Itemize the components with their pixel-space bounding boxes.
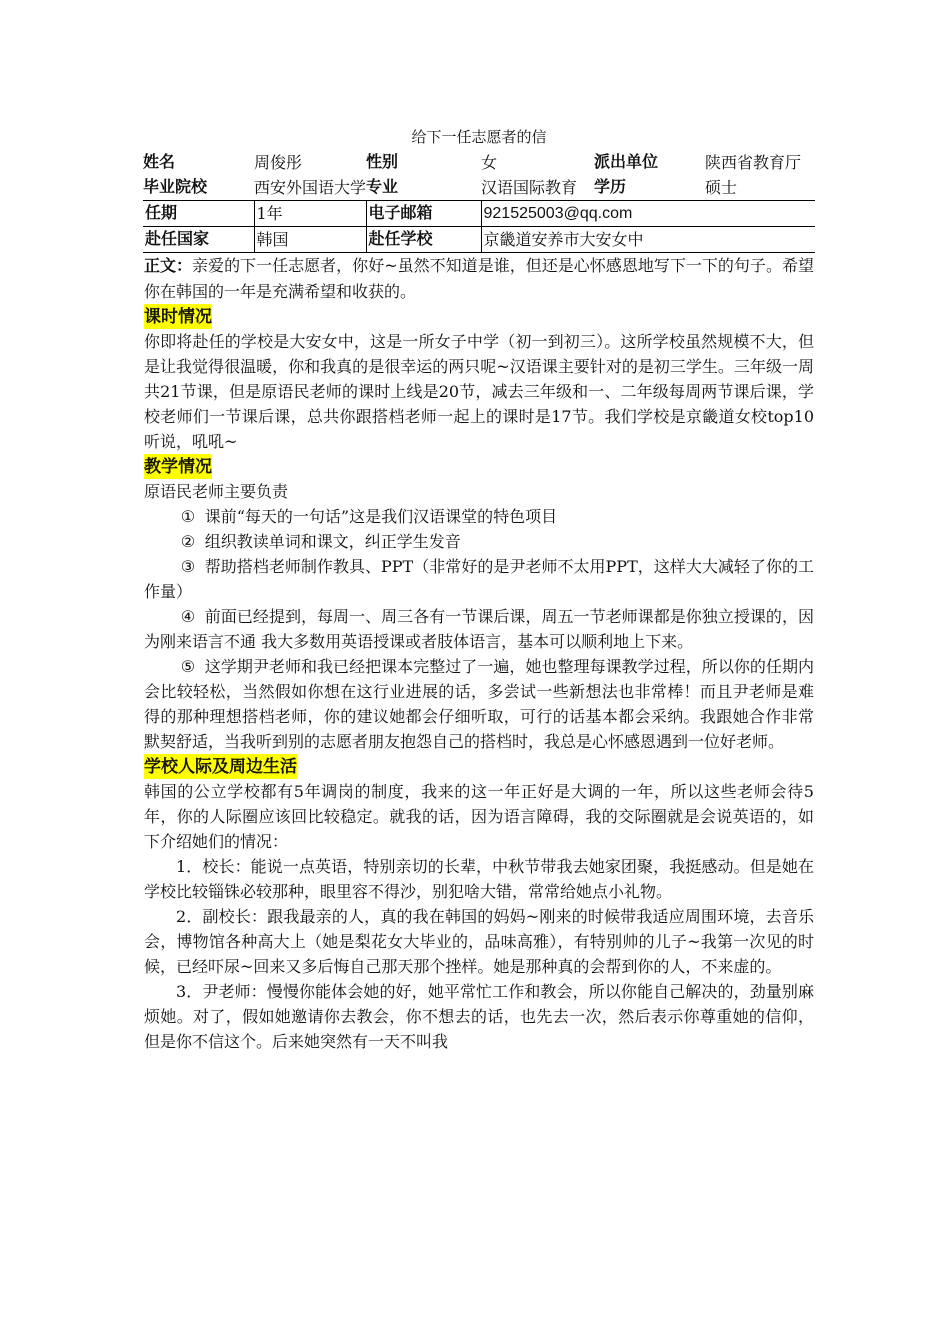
email-label: 电子邮箱 bbox=[366, 201, 481, 227]
intro-label: 正文： bbox=[144, 258, 193, 275]
list-item-number: ④ bbox=[180, 607, 196, 626]
document-title: 给下一任志愿者的信 bbox=[411, 128, 547, 146]
list-item bbox=[144, 654, 814, 754]
unit-label: 派出单位 bbox=[594, 154, 659, 171]
info-row-3 bbox=[143, 201, 815, 227]
list-item: 1．校长：能说一点英语，特别亲切的长辈，中秋节带我去她家团聚，我挺感动。但是她在学校比较锱铢必较那种，眼里容不得沙，别犯啥大错，常常给她点小礼物。 bbox=[144, 857, 814, 901]
name-label: 姓名 bbox=[143, 154, 176, 171]
gender-label: 性别 bbox=[366, 154, 399, 171]
country-label: 赴任国家 bbox=[143, 227, 254, 253]
info-row-1 bbox=[143, 150, 815, 175]
list-item-number: ⑤ bbox=[180, 657, 196, 676]
list-item bbox=[144, 604, 814, 654]
section3-heading: 学校人际及周边生活 bbox=[144, 754, 297, 779]
section1-heading: 课时情况 bbox=[144, 304, 212, 329]
list-item-text: 前面已经提到，每周一、周三各有一节课后课，周五一节老师课都是你独立授课的，因为刚来语言不通 我大多数用英语授课或者肢体语言，基本可以顺利地上下来。 bbox=[144, 607, 814, 651]
list-item bbox=[144, 504, 814, 529]
list-item bbox=[144, 554, 814, 604]
section3-intro: 韩国的公立学校都有5年调岗的制度，我来的这一年正好是大调的一年，所以这些老师会待5年，你的人际圈应该回比较稳定。就我的话，因为语言障碍，我的交际圈就是会说英语的，如下介绍她们的情况： bbox=[144, 782, 814, 851]
unit-value: 陕西省教育厅 bbox=[705, 153, 802, 172]
section2-intro: 原语民老师主要负责 bbox=[144, 482, 289, 501]
email-value: 921525003@qq.com bbox=[481, 201, 815, 227]
list-item: 2．副校长：跟我最亲的人，真的我在韩国的妈妈~刚来的时候带我适应周围环境，去音乐会，博物馆各种高大上（她是梨花女大毕业的，品味高雅），有特别帅的儿子~我第一次见的时候，已经吓尿~回来又多后悔自己那天那个挫样。她是那种真的会帮到你的人，不来虚的。 bbox=[144, 907, 814, 976]
list-item-number: ① bbox=[180, 507, 196, 526]
school-label: 毕业院校 bbox=[143, 179, 208, 196]
dest-value: 京畿道安养市大安女中 bbox=[481, 227, 815, 253]
document-content bbox=[144, 124, 814, 1054]
list-item-text: 组织教读单词和课文，纠正学生发音 bbox=[204, 532, 461, 551]
degree-label: 学历 bbox=[594, 179, 627, 196]
list-item bbox=[144, 529, 814, 554]
info-table bbox=[143, 150, 815, 253]
list-item-text: 帮助搭档老师制作教具、PPT（非常好的是尹老师不太用PPT，这样大大减轻了你的工作量） bbox=[144, 557, 814, 601]
section2-heading: 教学情况 bbox=[144, 454, 212, 479]
term-label: 任期 bbox=[143, 201, 254, 227]
term-value: 1年 bbox=[254, 201, 366, 227]
major-label: 专业 bbox=[366, 179, 399, 196]
list-item-number: ② bbox=[180, 532, 196, 551]
section1-paragraph: 你即将赴任的学校是大安女中，这是一所女子中学（初一到初三）。这所学校虽然规模不大，但是让我觉得很温暖，你和我真的是很幸运的两只呢~汉语课主要针对的是初三学生。三年级一周共21节课，但是原语民老师的课时上线是20节，减去三年级和一、二年级每周两节课后课，学校老师们一节课后课，总共你跟搭档老师一起上的课时是17节。我们学校是京畿道女校top10听说，吼吼~ bbox=[144, 332, 814, 451]
degree-value: 硕士 bbox=[705, 178, 738, 197]
info-row-2 bbox=[143, 175, 815, 201]
list-item: 3．尹老师：慢慢你能体会她的好，她平常忙工作和教会，所以你能自己解决的，劲量别麻烦她。对了，假如她邀请你去教会，你不想去的话，也先去一次，然后表示你尊重她的信仰，但是你不信这个。后来她突然有一天不叫我 bbox=[144, 982, 814, 1051]
intro-text: 亲爱的下一任志愿者，你好~虽然不知道是谁，但还是心怀感恩地写下一下的句子。希望你在韩国的一年是充满希望和收获的。 bbox=[144, 256, 814, 301]
gender-value: 女 bbox=[481, 153, 498, 172]
school-value: 西安外国语大学 bbox=[254, 178, 367, 197]
list-item-number: ③ bbox=[180, 557, 196, 576]
dest-label: 赴任学校 bbox=[366, 227, 481, 253]
country-value: 韩国 bbox=[254, 227, 366, 253]
list-item-text: 这学期尹老师和我已经把课本完整过了一遍，她也整理每课教学过程，所以你的任期内会比较轻松，当然假如你想在这行业进展的话，多尝试一些新想法也非常棒！而且尹老师是难得的那种理想搭档老师，你的建议她都会仔细听取，可行的话基本都会采纳。我跟她合作非常默契舒适，当我听到别的志愿者朋友抱怨自己的搭档时，我总是心怀感恩遇到一位好老师。 bbox=[144, 657, 814, 751]
info-row-4 bbox=[143, 227, 815, 253]
list-item-text: 课前“每天的一句话”这是我们汉语课堂的特色项目 bbox=[204, 507, 558, 526]
name-value: 周俊彤 bbox=[254, 153, 303, 172]
intro-paragraph bbox=[144, 253, 814, 304]
major-value: 汉语国际教育 bbox=[481, 178, 578, 197]
